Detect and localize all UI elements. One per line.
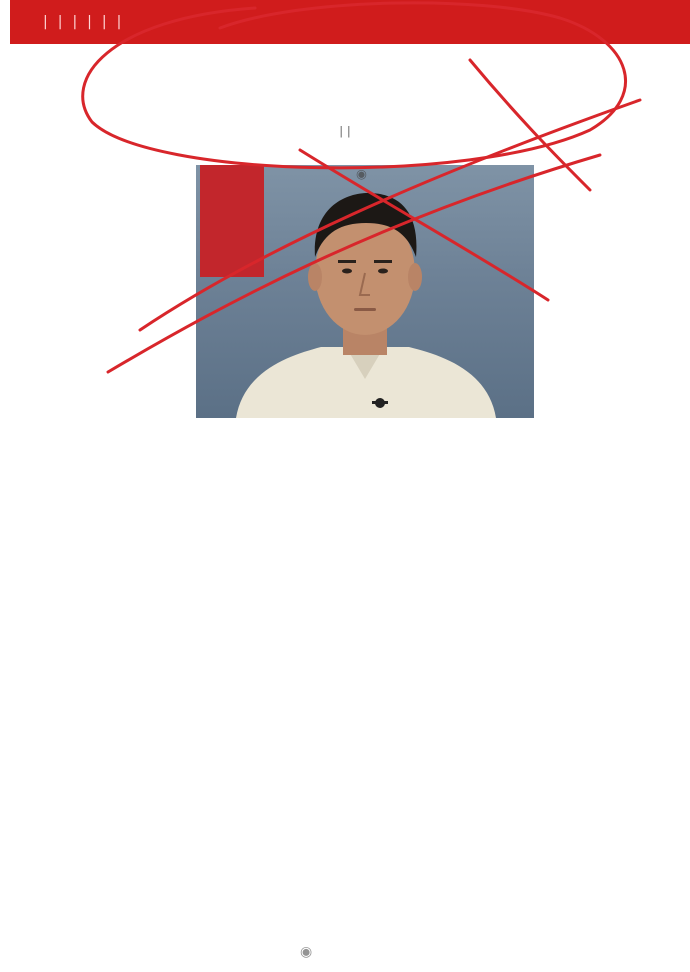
nav-separator: | [87,14,92,30]
site-logo[interactable] [0,0,10,44]
portrait-figure [196,165,534,418]
article-photo [196,165,534,418]
nav-separator: | [72,14,78,30]
nav-separator: | [116,14,122,30]
site-header [0,0,690,44]
main-nav [10,14,126,30]
article-body [42,456,670,466]
nav-separator: | [101,14,107,30]
weibo-watermark-photo [356,166,367,181]
article-meta [0,124,690,138]
meta-separator: | [339,124,344,138]
weibo-watermark-bottom [300,944,312,960]
nav-separator: | [57,14,63,30]
weibo-logo-icon: ◉ [356,166,367,181]
meta-separator: | [346,124,351,138]
nav-separator: | [43,14,48,30]
weibo-logo-icon: ◉ [300,944,313,960]
